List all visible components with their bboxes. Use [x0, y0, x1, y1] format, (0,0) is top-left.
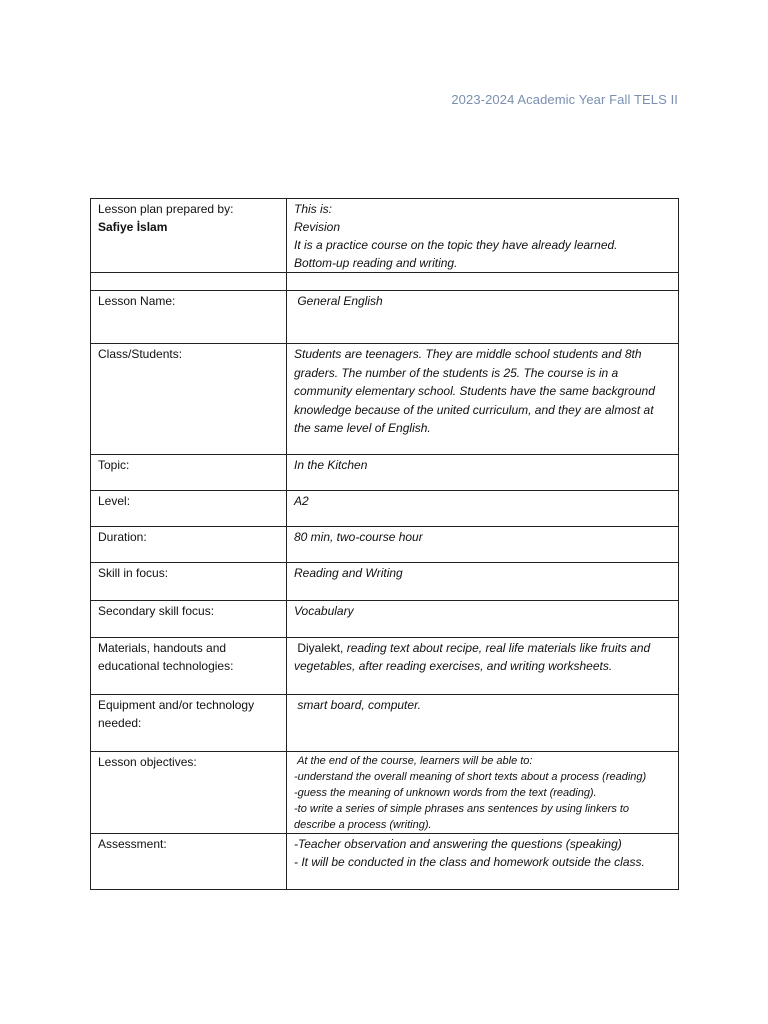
lesson-name-label: Lesson Name:	[91, 291, 287, 344]
materials-label: Materials, handouts and educational technologies:	[91, 638, 287, 695]
table-row-equipment	[91, 695, 679, 752]
level-label: Level:	[91, 491, 287, 527]
secondary-skill-label: Secondary skill focus:	[91, 601, 287, 638]
revision-line-2: Revision	[294, 220, 341, 234]
table-row-duration	[91, 527, 679, 563]
lesson-name-value-cell	[287, 291, 679, 344]
secondary-skill-value: Vocabulary	[287, 601, 679, 638]
assessment-line: -Teacher observation and answering the questions (speaking)	[294, 837, 622, 851]
table-row-materials	[91, 638, 679, 695]
assessment-line: - It will be conducted in the class and homework outside the class.	[294, 855, 645, 869]
topic-value: In the Kitchen	[287, 455, 679, 491]
objective-item: -to write a series of simple phrases ans sentences by using linkers to describe a process (writing).	[294, 803, 630, 831]
lesson-name-value: General English	[297, 294, 383, 308]
objectives-value-cell	[287, 752, 679, 834]
table-row-assessment	[91, 834, 679, 890]
prepared-by-value-cell	[287, 199, 679, 273]
assessment-value-cell	[287, 834, 679, 890]
equipment-value: smart board, computer.	[297, 698, 421, 712]
lesson-plan-table	[90, 198, 679, 890]
table-row-lesson-name	[91, 291, 679, 344]
equipment-value-cell	[287, 695, 679, 752]
objective-item: -understand the overall meaning of short texts about a process (reading)	[294, 771, 647, 783]
topic-label: Topic:	[91, 455, 287, 491]
table-row-objectives	[91, 752, 679, 834]
spacer-cell-right	[287, 273, 679, 291]
table-row-skill-focus	[91, 563, 679, 601]
author-name: Safiye İslam	[98, 220, 168, 234]
revision-line-3: It is a practice course on the topic they have already learned.	[294, 238, 618, 252]
spacer-cell-left	[91, 273, 287, 291]
table-row-prepared-by	[91, 199, 679, 273]
objectives-label: Lesson objectives:	[91, 752, 287, 834]
class-students-label: Class/Students:	[91, 344, 287, 455]
table-row-spacer	[91, 273, 679, 291]
objective-item: -guess the meaning of unknown words from the text (reading).	[294, 787, 597, 799]
equipment-label: Equipment and/or technology needed:	[91, 695, 287, 752]
class-students-value: Students are teenagers. They are middle school students and 8th graders. The number of the students is 25. The course is in a community elementary school. Students have the same background knowledge because of the united curriculum, and they are almost at the same level of English.	[287, 344, 679, 455]
skill-focus-label: Skill in focus:	[91, 563, 287, 601]
prepared-by-label: Lesson plan prepared by:	[98, 202, 234, 216]
revision-line-4: Bottom-up reading and writing.	[294, 256, 458, 270]
table-row-class-students	[91, 344, 679, 455]
assessment-label: Assessment:	[91, 834, 287, 890]
level-value: A2	[287, 491, 679, 527]
duration-label: Duration:	[91, 527, 287, 563]
materials-value-cell	[287, 638, 679, 695]
objective-intro-text: At the end of the course, learners will be able to:	[297, 755, 533, 767]
table-row-secondary-skill	[91, 601, 679, 638]
skill-focus-value: Reading and Writing	[287, 563, 679, 601]
table-row-level	[91, 491, 679, 527]
materials-value-rest: reading text about recipe, real life materials like fruits and vegetables, after reading exercises, and writing worksheets.	[294, 641, 651, 673]
table-row-topic	[91, 455, 679, 491]
materials-value-prefix: Diyalekt,	[297, 641, 344, 655]
duration-value: 80 min, two-course hour	[287, 527, 679, 563]
prepared-by-label-cell	[91, 199, 287, 273]
objective-intro	[294, 753, 671, 769]
revision-line-1: This is:	[294, 202, 333, 216]
document-header-note: 2023-2024 Academic Year Fall TELS II	[451, 92, 678, 107]
